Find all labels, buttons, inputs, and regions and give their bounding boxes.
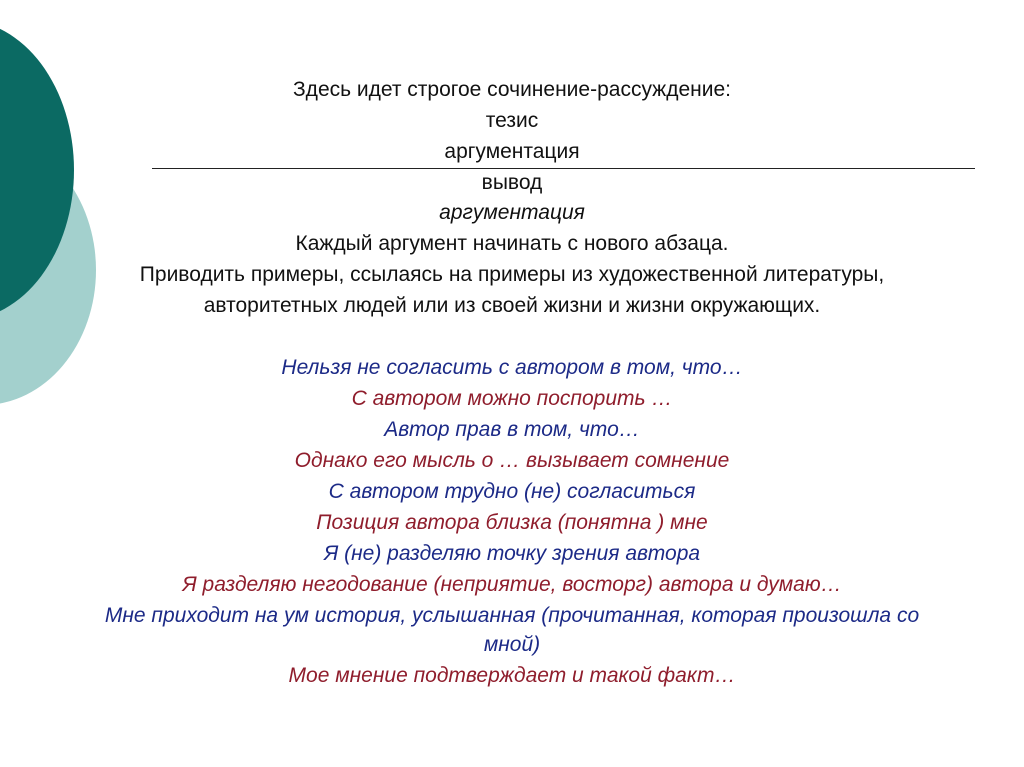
- rule-line-1: Каждый аргумент начинать с нового абзаца.: [295, 232, 729, 255]
- structure-conclusion: вывод: [481, 171, 543, 194]
- phrase-7: Я (не) разделяю точку зрения автора: [323, 542, 701, 565]
- phrase-9-line-1: Мне приходит на ум история, услышанная (прочитанная, которая произошла со: [104, 604, 920, 627]
- phrase-10: Мое мнение подтверждает и такой факт…: [288, 664, 736, 687]
- phrase-6: Позиция автора близка (понятна ) мне: [316, 511, 708, 534]
- rule-line-3: авторитетных людей или из своей жизни и жизни окружающих.: [203, 294, 821, 317]
- section-title: аргументация: [439, 201, 585, 224]
- phrase-4: Однако его мысль о … вызывает сомнение: [294, 449, 730, 472]
- rule-line-2: Приводить примеры, ссылаясь на примеры из художественной литературы,: [139, 263, 885, 286]
- phrase-9-line-2: мной): [483, 633, 541, 656]
- phrase-3: Автор прав в том, что…: [384, 418, 640, 441]
- intro-heading: Здесь идет строгое сочинение-рассуждение:: [293, 78, 731, 101]
- structure-argumentation: аргументация: [444, 140, 580, 163]
- structure-thesis: тезис: [485, 109, 539, 132]
- phrase-1: Нельзя не согласить с автором в том, что…: [281, 356, 743, 379]
- phrase-8: Я разделяю негодование (неприятие, восторг) автора и думаю…: [182, 573, 842, 596]
- phrase-5: С автором трудно (не) согласиться: [328, 480, 696, 503]
- phrase-2: С автором можно поспорить …: [351, 387, 673, 410]
